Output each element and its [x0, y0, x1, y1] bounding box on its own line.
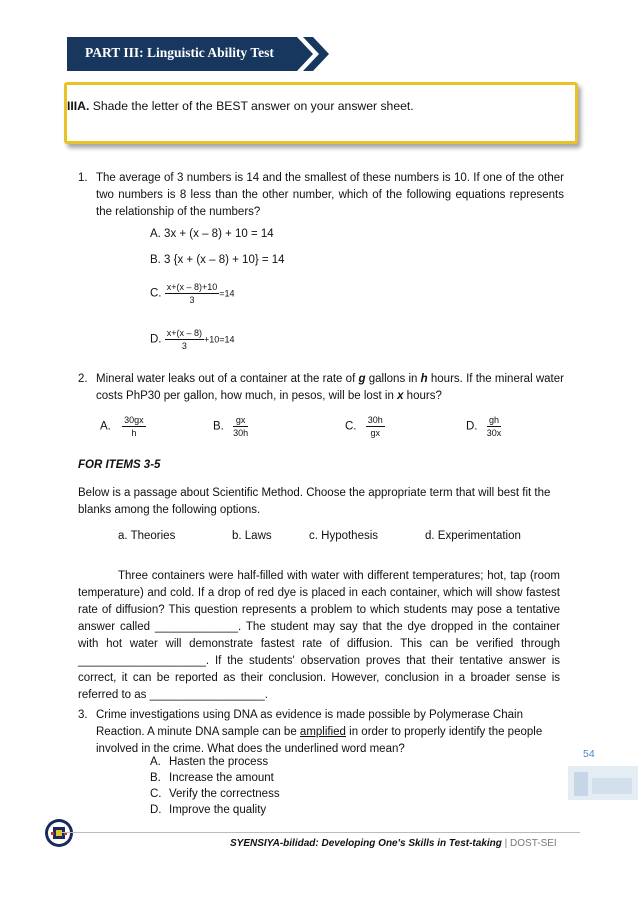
instruction-box: [64, 82, 578, 144]
fraction: [366, 414, 385, 439]
part-title: PART III: Linguistic Ability Test: [85, 45, 274, 60]
option-label: A.: [100, 420, 111, 433]
fraction-denominator: h: [131, 428, 137, 438]
underlined-word: amplified: [299, 726, 346, 738]
option-label: A.: [150, 756, 161, 768]
part-banner: [67, 37, 327, 71]
option-text: Hasten the process: [169, 756, 269, 768]
question-text: [96, 707, 558, 758]
fraction-numerator: 30h: [367, 415, 383, 425]
fraction-numerator: gx: [233, 414, 248, 427]
question-text: The average of 3 numbers is 14 and the smallest of these numbers is 10. If one of the other two numbers is 8 less than the other number, which of the following equations represents the relationship of the numbers?: [96, 172, 564, 218]
q2-option-c: [345, 414, 385, 439]
question-text: [96, 371, 564, 405]
footer-separator: |: [501, 838, 511, 849]
fraction-numerator: x+(x – 8)+10: [166, 282, 218, 292]
fraction-denominator: gx: [370, 428, 380, 438]
question-3: [78, 707, 558, 758]
q3-options: [150, 754, 280, 818]
text-part: gallons in: [365, 373, 421, 385]
fraction-denominator: 3: [181, 341, 187, 351]
option-label: D.: [150, 333, 162, 346]
fraction-denominator: 3: [189, 295, 195, 305]
page-number: 54: [583, 748, 595, 760]
instruction-text: [67, 99, 414, 113]
q3-option-c: [150, 786, 280, 802]
passage: Three containers were half-filled with water with different temperatures; hot, tap (room temperature) and cold. If a drop of red dye is placed in each container, which will show fastest rate of diffusion? This question represents a problem to which students may pose a tentative answer called _____________. The student may say that the dye dropped in the container with hot water will demonstrate fastest rate of diffusion. This can be verified through ____________________. If the students' observation proves that their tentative answer is correct, it can be reported as their conclusion. However, conclusion in a broader sense is referred to as __________________.: [78, 570, 560, 701]
q1-option-b: B. 3 {x + (x – 8) + 10} = 14: [150, 254, 285, 266]
q1-option-d: [150, 327, 235, 352]
footer-title: SYENSIYA-bilidad: Developing One's Skills in Test-taking: [230, 838, 502, 849]
footer: [230, 838, 557, 849]
text-part: hours. If the mineral water costs PhP30 per gallon, how much, in pesos, will be lost in: [96, 373, 564, 402]
text-part: Mineral water leaks out of a container at the rate of: [96, 373, 359, 385]
question-number: 1.: [78, 172, 88, 184]
option-label: B.: [150, 772, 161, 784]
q3-option-d: [150, 802, 280, 818]
q2-option-a: [100, 414, 146, 439]
fraction: [165, 327, 204, 352]
question-1: [78, 170, 564, 221]
option-label: C.: [150, 788, 162, 800]
footer-org: DOST-SEI: [510, 838, 557, 849]
fraction-numerator: gh: [487, 414, 502, 427]
option-text: Increase the amount: [169, 772, 274, 784]
q3-option-b: [150, 770, 280, 786]
option-label: D.: [466, 420, 478, 433]
dost-logo-icon: [44, 818, 74, 848]
choice-c: c. Hypothesis: [309, 530, 379, 542]
choice-b: b. Laws: [232, 530, 272, 542]
text-part: in order to properly identify the people involved in the crime. What does the underlined word mean?: [96, 726, 543, 755]
option-label: B.: [213, 420, 224, 433]
instruction-body: Shade the letter of the BEST answer on your answer sheet.: [92, 99, 414, 113]
fraction-numerator: 30gx: [124, 415, 144, 425]
equation-rhs: =14: [219, 288, 235, 299]
fraction: [233, 414, 248, 439]
question-2: [78, 371, 564, 405]
fraction-denominator: 30x: [486, 428, 502, 438]
equation-rhs: +10=14: [203, 334, 235, 345]
fraction-denominator: 30h: [233, 428, 249, 438]
option-label: D.: [150, 804, 162, 816]
q1-option-c: [150, 281, 235, 306]
instruction-label: IIIA.: [67, 99, 90, 113]
choice-d: d. Experimentation: [425, 530, 521, 542]
page-tab-shape: [568, 764, 638, 804]
fraction: [487, 414, 502, 439]
text-part: hours?: [403, 390, 442, 402]
choice-a: a. Theories: [118, 530, 176, 542]
var-g: g: [358, 373, 366, 385]
q2-option-b: [213, 414, 248, 439]
footer-divider: [60, 832, 580, 833]
var-h: h: [420, 373, 428, 385]
var-x: x: [397, 390, 404, 402]
q1-option-a: A. 3x + (x – 8) + 10 = 14: [150, 228, 274, 240]
q3-option-a: [150, 754, 280, 770]
question-number: 2.: [78, 373, 88, 385]
items-intro: Below is a passage about Scientific Method. Choose the appropriate term that will best fit the blanks among the following options.: [78, 487, 551, 516]
items-heading: FOR ITEMS 3-5: [78, 459, 161, 471]
option-label: C.: [345, 420, 357, 433]
q2-option-d: [466, 414, 501, 439]
page-tab-decoration: [568, 764, 638, 804]
fraction: [122, 414, 146, 439]
fraction-numerator: x+(x – 8): [166, 328, 202, 338]
option-text: Verify the correctness: [169, 788, 280, 800]
text-part: Crime investigations using DNA as evidence is made possible by Polymerase Chain Reaction. A minute DNA sample can be: [96, 709, 523, 738]
option-text: Improve the quality: [169, 804, 267, 816]
question-number: 3.: [78, 709, 88, 721]
option-label: C.: [150, 287, 162, 300]
fraction: [165, 281, 220, 306]
